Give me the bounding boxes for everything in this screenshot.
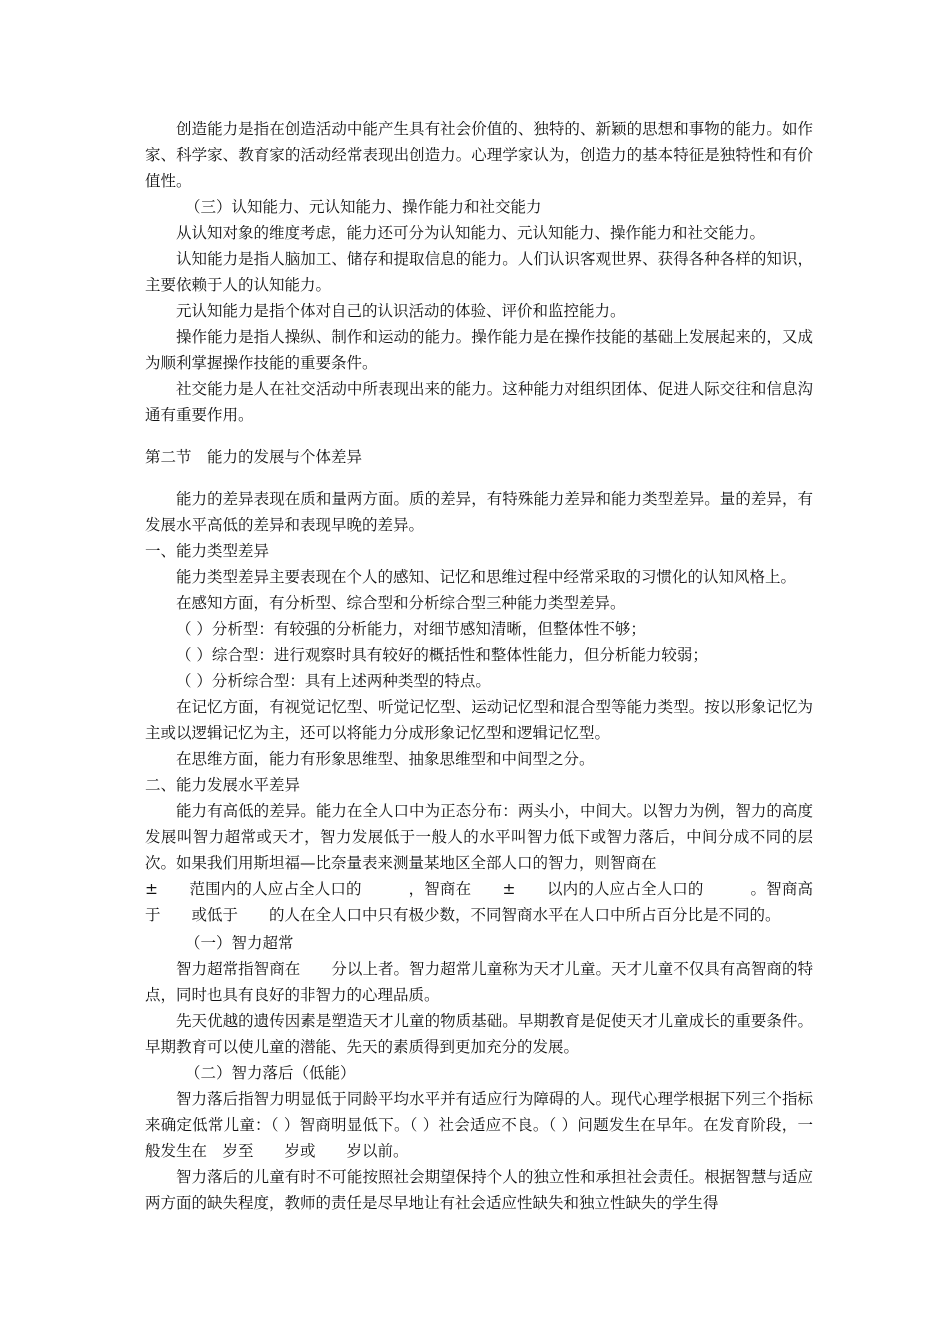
paragraph-social: 社交能力是人在社交活动中所表现出来的能力。这种能力对组织团体、促进人际交往和信息沟通有重要作用。 bbox=[145, 380, 813, 424]
paragraph-metacognitive: 元认知能力是指个体对自己的认识活动的体验、评价和监控能力。 bbox=[176, 302, 626, 320]
paragraph-distribution-continued: ± 范围内的人应占全人口的 ，智商在 ± 以内的人应占全人口的 。智商高于 或低于 的人在全人口中只有极少数，不同智商水平在人口中所占百分比是不同的。 bbox=[145, 880, 813, 924]
paragraph-gifted: 智力超常指智商在 分以上者。智力超常儿童称为天才儿童。天才儿童不仅具有高智商的特点，同时也具有良好的非智力的心理品质。 bbox=[145, 960, 813, 1004]
subheading-gifted: （一）智力超常 bbox=[185, 934, 294, 952]
paragraph-distribution: 能力有高低的差异。能力在全人口中为正态分布：两头小，中间大。以智力为例，智力的高度发展叫智力超常或天才，智力发展低于一般人的水平叫智力低下或智力落后，中间分成不同的层次。如果我们用斯坦福—比奈量表来测量某地区全部人口的智力，则智商在 bbox=[145, 802, 813, 872]
paragraph-teacher-responsibility: 智力落后的儿童有时不可能按照社会期望保持个人的独立性和承担社会责任。根据智慧与适应两方面的缺失程度，教师的责任是尽早地让有社会适应性缺失和独立性缺失的学生得 bbox=[145, 1168, 813, 1212]
paragraph-early-education: 先天优越的遗传因素是塑造天才儿童的物质基础。早期教育是促使天才儿童成长的重要条件。早期教育可以使儿童的潜能、先天的素质得到更加充分的发展。 bbox=[145, 1012, 813, 1056]
section-title: 第二节 能力的发展与个体差异 bbox=[145, 448, 363, 466]
document-page bbox=[145, 116, 813, 1216]
list-item-analytic: （ ）分析型：有较强的分析能力，对细节感知清晰，但整体性不够； bbox=[176, 620, 646, 638]
paragraph-cognitive: 认知能力是指人脑加工、储存和提取信息的能力。人们认识客观世界、获得各种各样的知识，主要依赖于人的认知能力。 bbox=[145, 250, 813, 294]
paragraph-retardation-criteria: 智力落后指智力明显低于同龄平均水平并有适应行为障碍的人。现代心理学根据下列三个指标来确定低常儿童：（ ）智商明显低下。（ ）社会适应不良。（ ）问题发生在早年。在发育阶段，一般发生在 岁至 岁或 岁以前。 bbox=[145, 1090, 813, 1160]
paragraph-thinking: 在思维方面，能力有形象思维型、抽象思维型和中间型之分。 bbox=[176, 750, 595, 768]
paragraph-perception: 在感知方面，有分析型、综合型和分析综合型三种能力类型差异。 bbox=[176, 594, 626, 612]
heading-type-differences: 一、能力类型差异 bbox=[145, 542, 270, 560]
paragraph-differences: 能力的差异表现在质和量两方面。质的差异，有特殊能力差异和能力类型差异。量的差异，有发展水平高低的差异和表现早晚的差异。 bbox=[145, 490, 813, 534]
heading-level-differences: 二、能力发展水平差异 bbox=[145, 776, 301, 794]
paragraph-memory: 在记忆方面，有视觉记忆型、听觉记忆型、运动记忆型和混合型等能力类型。按以形象记忆为主或以逻辑记忆为主，还可以将能力分成形象记忆型和逻辑记忆型。 bbox=[145, 698, 813, 742]
paragraph-operational: 操作能力是指人操纵、制作和运动的能力。操作能力是在操作技能的基础上发展起来的，又成为顺利掌握操作技能的重要条件。 bbox=[145, 328, 813, 372]
subheading-retardation: （二）智力落后（低能） bbox=[185, 1064, 356, 1082]
paragraph-ability-dimensions: 从认知对象的维度考虑，能力还可分为认知能力、元认知能力、操作能力和社交能力。 bbox=[176, 224, 766, 242]
paragraph-cognitive-style: 能力类型差异主要表现在个人的感知、记忆和思维过程中经常采取的习惯化的认知风格上。 bbox=[176, 568, 797, 586]
list-item-synthetic: （ ）综合型：进行观察时具有较好的概括性和整体性能力，但分析能力较弱； bbox=[176, 646, 708, 664]
paragraph-creativity: 创造能力是指在创造活动中能产生具有社会价值的、独特的、新颖的思想和事物的能力。如作家、科学家、教育家的活动经常表现出创造力。心理学家认为，创造力的基本特征是独特性和有价值性。 bbox=[145, 120, 813, 190]
subheading-cognitive-abilities: （三）认知能力、元认知能力、操作能力和社交能力 bbox=[185, 198, 542, 216]
list-item-analytic-synthetic: （ ）分析综合型：具有上述两种类型的特点。 bbox=[176, 672, 491, 690]
